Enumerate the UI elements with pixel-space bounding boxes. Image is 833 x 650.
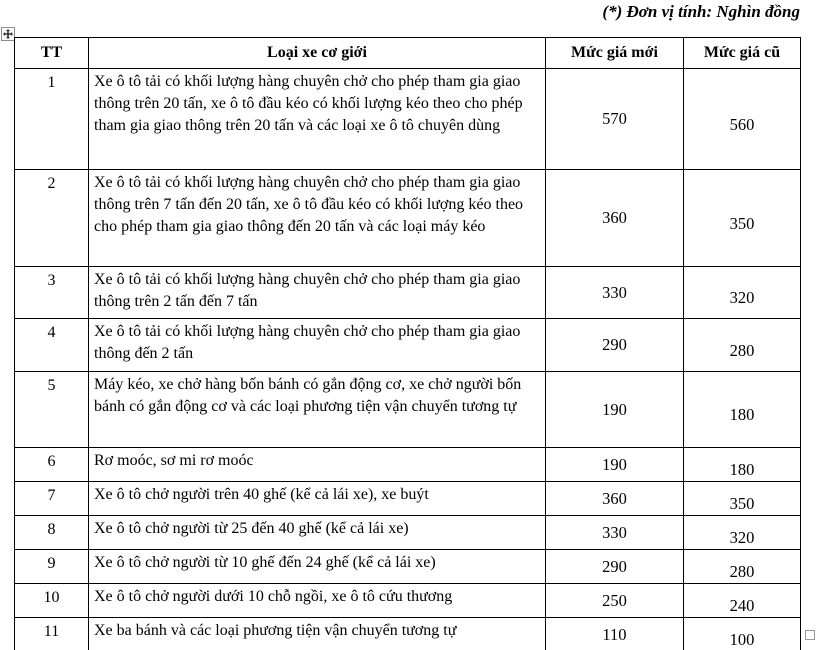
- header-vehicle-type[interactable]: Loại xe cơ giới: [89, 38, 546, 69]
- header-tt[interactable]: TT: [15, 38, 89, 69]
- new-price-cell[interactable]: 360: [546, 170, 684, 267]
- new-price-cell[interactable]: 250: [546, 584, 684, 618]
- header-new-price[interactable]: Mức giá mới: [546, 38, 684, 69]
- old-price-cell[interactable]: 180: [684, 448, 801, 482]
- old-price-cell[interactable]: 240: [684, 584, 801, 618]
- row-number[interactable]: 11: [15, 618, 89, 650]
- row-number[interactable]: 5: [15, 372, 89, 448]
- old-price-cell[interactable]: 100: [684, 618, 801, 650]
- old-price-cell[interactable]: 320: [684, 267, 801, 319]
- row-number[interactable]: 9: [15, 550, 89, 584]
- new-price-cell[interactable]: 290: [546, 319, 684, 372]
- table-row: [15, 448, 801, 482]
- table-row: [15, 584, 801, 618]
- table-resize-handle[interactable]: [805, 630, 815, 640]
- new-price-cell[interactable]: 360: [546, 482, 684, 516]
- table-row: [15, 482, 801, 516]
- new-price-cell[interactable]: 110: [546, 618, 684, 650]
- vehicle-type-cell[interactable]: Xe ô tô tải có khối lượng hàng chuyên chở cho phép tham gia giao thông trên 7 tấn đến 20 tấn, xe ô tô đầu kéo có khối lượng kéo theo cho phép tham gia giao thông đến 20 tấn và các loại máy kéo: [89, 170, 546, 267]
- new-price-cell[interactable]: 190: [546, 372, 684, 448]
- vehicle-type-cell[interactable]: Xe ô tô chở người trên 40 ghế (kể cả lái xe), xe buýt: [89, 482, 546, 516]
- table-row: [15, 69, 801, 170]
- table-header-row: [15, 38, 801, 69]
- row-number[interactable]: 1: [15, 69, 89, 170]
- table-row: [15, 319, 801, 372]
- old-price-cell[interactable]: 180: [684, 372, 801, 448]
- table-row: [15, 372, 801, 448]
- unit-note[interactable]: (*) Đơn vị tính: Nghìn đồng: [602, 2, 800, 21]
- table-row: [15, 618, 801, 650]
- vehicle-type-cell[interactable]: Xe ba bánh và các loại phương tiện vận chuyển tương tự: [89, 618, 546, 650]
- old-price-cell[interactable]: 320: [684, 516, 801, 550]
- old-price-cell[interactable]: 560: [684, 69, 801, 170]
- vehicle-type-cell[interactable]: Xe ô tô chở người từ 25 đến 40 ghế (kể cả lái xe): [89, 516, 546, 550]
- new-price-cell[interactable]: 330: [546, 267, 684, 319]
- row-number[interactable]: 10: [15, 584, 89, 618]
- new-price-cell[interactable]: 290: [546, 550, 684, 584]
- price-table: [14, 37, 801, 650]
- vehicle-type-cell[interactable]: Máy kéo, xe chở hàng bốn bánh có gắn động cơ, xe chở người bốn bánh có gắn động cơ và các loại phương tiện vận chuyển tương tự: [89, 372, 546, 448]
- row-number[interactable]: 8: [15, 516, 89, 550]
- new-price-cell[interactable]: 330: [546, 516, 684, 550]
- table-row: [15, 550, 801, 584]
- row-number[interactable]: 2: [15, 170, 89, 267]
- table-move-handle[interactable]: [1, 27, 15, 41]
- header-old-price[interactable]: Mức giá cũ: [684, 38, 801, 69]
- old-price-cell[interactable]: 350: [684, 482, 801, 516]
- row-number[interactable]: 4: [15, 319, 89, 372]
- old-price-cell[interactable]: 350: [684, 170, 801, 267]
- row-number[interactable]: 6: [15, 448, 89, 482]
- row-number[interactable]: 3: [15, 267, 89, 319]
- old-price-cell[interactable]: 280: [684, 319, 801, 372]
- vehicle-type-cell[interactable]: Xe ô tô tải có khối lượng hàng chuyên chở cho phép tham gia giao thông trên 2 tấn đến 7 tấn: [89, 267, 546, 319]
- vehicle-type-cell[interactable]: Xe ô tô tải có khối lượng hàng chuyên chở cho phép tham gia giao thông trên 20 tấn, xe ô tô đầu kéo có khối lượng kéo theo cho phép tham gia giao thông trên 20 tấn và các loại xe ô tô chuyên dùng: [89, 69, 546, 170]
- vehicle-type-cell[interactable]: Xe ô tô tải có khối lượng hàng chuyên chở cho phép tham gia giao thông đến 2 tấn: [89, 319, 546, 372]
- vehicle-type-cell[interactable]: Xe ô tô chở người dưới 10 chỗ ngồi, xe ô tô cứu thương: [89, 584, 546, 618]
- table-row: [15, 170, 801, 267]
- table-row: [15, 516, 801, 550]
- row-number[interactable]: 7: [15, 482, 89, 516]
- vehicle-type-cell[interactable]: Rơ moóc, sơ mi rơ moóc: [89, 448, 546, 482]
- vehicle-type-cell[interactable]: Xe ô tô chở người từ 10 ghế đến 24 ghế (kể cả lái xe): [89, 550, 546, 584]
- table-row: [15, 267, 801, 319]
- new-price-cell[interactable]: 570: [546, 69, 684, 170]
- move-arrows-icon: [3, 29, 13, 39]
- old-price-cell[interactable]: 280: [684, 550, 801, 584]
- new-price-cell[interactable]: 190: [546, 448, 684, 482]
